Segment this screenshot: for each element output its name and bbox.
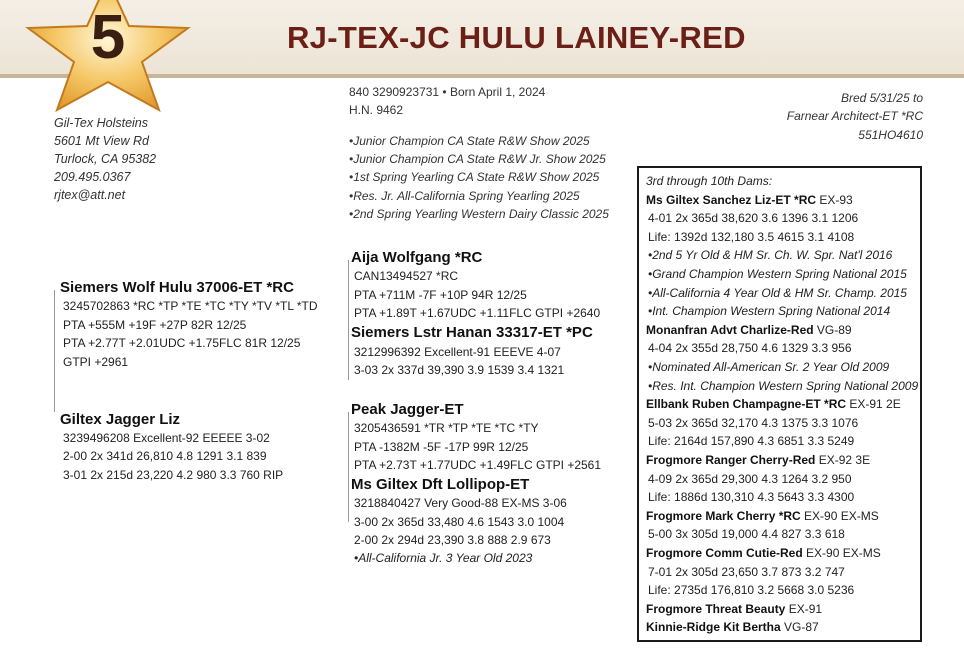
bred-sire: Farnear Architect-ET *RC [786, 109, 923, 123]
dam-entry-score: EX-90 EX-MS [800, 508, 879, 523]
dam-entry-title: Kinnie-Ridge Kit Bertha [646, 620, 781, 635]
dam-entry-record: 4-04 2x 355d 28,750 4.6 1329 3.3 956 [648, 341, 852, 356]
dam-entry-score: VG-87 [780, 620, 819, 635]
dam-entry-name [646, 546, 881, 560]
dam-entry-score: EX-92 3E [815, 453, 871, 467]
dam-entry-name [646, 509, 879, 523]
dam-entry-record: Life: 2735d 176,810 3.2 5668 3.0 5236 [648, 583, 855, 598]
owner-phone: 209.495.0367 [54, 170, 131, 184]
bred-date: Bred 5/31/25 to [840, 91, 923, 105]
dam-entry-title: Ms Giltex Sanchez Liz-ET *RC [646, 192, 817, 207]
dam-dam-name: Ms Giltex Dft Lollipop-ET [351, 476, 530, 493]
sire-sire-line: CAN13494527 *RC [354, 269, 459, 283]
sire-dam-name: Siemers Lstr Hanan 33317-ET *PC [351, 324, 593, 341]
dam-entry-name [646, 453, 870, 467]
dam-sire-line: PTA -1382M -5F -17P 99R 12/25 [354, 440, 529, 454]
dam-entry-record: Life: 1886d 130,310 4.3 5643 3.3 4300 [648, 490, 855, 505]
dam-line: 3239496208 Excellent-92 EEEEE 3-02 [63, 431, 270, 445]
sire-sire-name: Aija Wolfgang *RC [351, 249, 483, 266]
animal-id: 840 3290923731 • Born April 1, 2024 [349, 85, 546, 99]
dam-entry-score: VG-89 [813, 322, 852, 337]
dam-name: Giltex Jagger Liz [60, 411, 181, 428]
dam-entry-score: EX-93 [816, 192, 853, 207]
award-item: •1st Spring Yearling CA State R&W Show 2025 [349, 170, 600, 184]
sire-line: GTPI +2961 [63, 355, 129, 369]
dam-entry-record: 7-01 2x 305d 23,650 3.7 873 3.2 747 [648, 564, 845, 579]
sire-sire-line: PTA +1.89T +1.67UDC +1.11FLC GTPI +2640 [354, 306, 601, 320]
dam-entry-title: Frogmore Threat Beauty [646, 601, 786, 616]
dam-entry-name [646, 620, 819, 634]
dam-entry-name [646, 602, 822, 616]
dam-sire-line: 3205436591 *TR *TP *TE *TC *TY [354, 421, 539, 435]
dam-entry-note: •Int. Champion Western Spring National 2014 [648, 304, 891, 319]
owner-name: Gil-Tex Holsteins [54, 116, 149, 130]
owner-email: rjtex@att.net [54, 188, 126, 202]
dam-entry-record: Life: 1392d 132,180 3.5 4615 3.1 4108 [648, 229, 855, 244]
dam-line: 3-01 2x 215d 23,220 4.2 980 3.3 760 RIP [63, 468, 284, 482]
herd-number: H.N. 9462 [349, 103, 404, 117]
dam-entry-record: 4-01 2x 365d 38,620 3.6 1396 3.1 1206 [648, 211, 859, 226]
dam-entry-title: Monanfran Advt Charlize-Red [646, 322, 814, 337]
owner-city: Turlock, CA 95382 [54, 152, 157, 166]
page-title: RJ-TEX-JC HULU LAINEY-RED [287, 20, 746, 55]
award-item: •Res. Jr. All-California Spring Yearling 2025 [349, 189, 580, 203]
star-badge-icon [18, 0, 198, 114]
pedigree-bracket [54, 290, 55, 412]
box-header: 3rd through 10th Dams: [646, 174, 773, 188]
pedigree-bracket [348, 412, 349, 522]
dam-entry-note: •Res. Int. Champion Western Spring National 2009 [648, 378, 919, 393]
dam-entry-record: 5-00 3x 305d 19,000 4.4 827 3.3 618 [648, 527, 845, 542]
dam-entry-score: EX-91 2E [846, 397, 901, 412]
dam-entry-title: Frogmore Ranger Cherry-Red [646, 453, 816, 467]
sire-line: 3245702863 *RC *TP *TE *TC *TY *TV *TL *TD [63, 299, 318, 313]
owner-address: 5601 Mt View Rd [54, 134, 149, 148]
dam-dam-note: •All-California Jr. 3 Year Old 2023 [354, 551, 533, 565]
sire-line: PTA +555M +19F +27P 82R 12/25 [63, 318, 247, 332]
dam-entry-record: 5-03 2x 365d 32,170 4.3 1375 3.3 1076 [648, 415, 859, 430]
dam-entry-note: •Grand Champion Western Spring National 2015 [648, 267, 907, 281]
badge-number: 5 [90, 3, 126, 72]
dam-entry-title: Frogmore Comm Cutie-Red [646, 546, 803, 560]
dam-dam-line: 3-00 2x 365d 33,480 4.6 1543 3.0 1004 [354, 515, 565, 529]
dam-entry-note: •All-California 4 Year Old & HM Sr. Champ. 2015 [648, 285, 907, 300]
award-item: •Junior Champion CA State R&W Jr. Show 2025 [349, 152, 606, 166]
pedigree-bracket [348, 260, 349, 380]
sire-dam-line: 3-03 2x 337d 39,390 3.9 1539 3.4 1321 [354, 363, 565, 377]
dam-entry-title: Frogmore Mark Cherry *RC [646, 508, 801, 523]
dam-entry-score: EX-90 EX-MS [802, 546, 881, 560]
dam-entry-name [646, 193, 853, 207]
dam-entry-name [646, 397, 901, 411]
bred-sire-code: 551HO4610 [858, 128, 923, 142]
dam-entry-record: Life: 2164d 157,890 4.3 6851 3.3 5249 [648, 434, 855, 449]
sire-dam-line: 3212996392 Excellent-91 EEEVE 4-07 [354, 345, 561, 359]
dam-entry-score: EX-91 [785, 601, 823, 616]
sire-sire-line: PTA +711M -7F +10P 94R 12/25 [354, 288, 527, 302]
dam-dam-line: 2-00 2x 294d 23,390 3.8 888 2.9 673 [354, 533, 551, 547]
sire-line: PTA +2.77T +2.01UDC +1.75FLC 81R 12/25 [63, 336, 301, 350]
award-item: •2nd Spring Yearling Western Dairy Classic 2025 [349, 207, 609, 221]
dam-entry-note: •2nd 5 Yr Old & HM Sr. Ch. W. Spr. Nat'l 2016 [648, 248, 893, 263]
dam-entry-note: •Nominated All-American Sr. 2 Year Old 2009 [648, 360, 890, 374]
award-item: •Junior Champion CA State R&W Show 2025 [349, 134, 590, 148]
dam-sire-name: Peak Jagger-ET [351, 401, 464, 418]
dam-sire-line: PTA +2.73T +1.77UDC +1.49FLC GTPI +2561 [354, 458, 602, 472]
sire-name: Siemers Wolf Hulu 37006-ET *RC [60, 279, 294, 296]
dam-entry-name [646, 323, 852, 337]
dam-entry-title: Ellbank Ruben Champagne-ET *RC [646, 397, 847, 412]
dam-dam-line: 3218840427 Very Good-88 EX-MS 3-06 [354, 496, 567, 510]
dam-entry-record: 4-09 2x 365d 29,300 4.3 1264 3.2 950 [648, 471, 852, 486]
dam-line: 2-00 2x 341d 26,810 4.8 1291 3.1 839 [63, 449, 267, 463]
